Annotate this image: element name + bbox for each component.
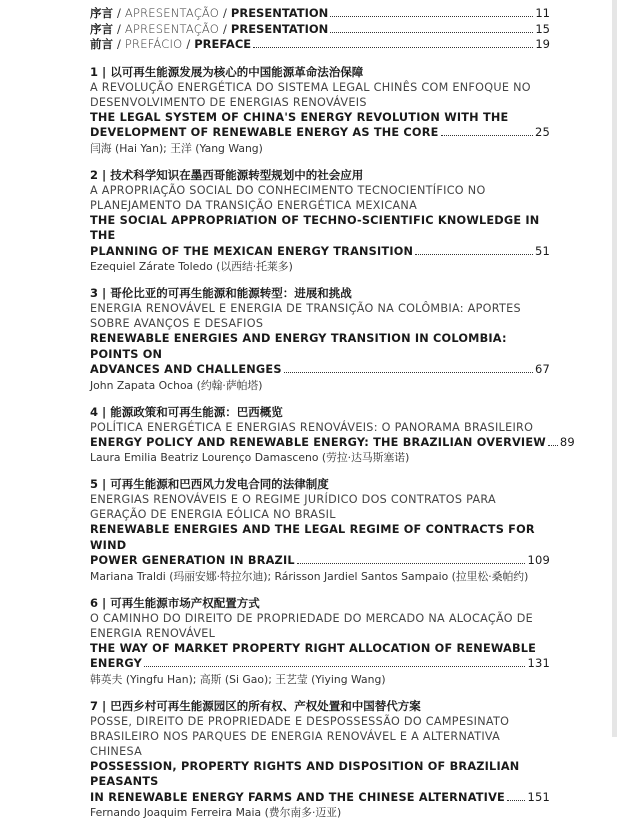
chapter-title-en-last-line	[90, 362, 550, 378]
front-matter-entry[interactable]	[90, 22, 550, 38]
chapter-title-pt: O CAMINHO DO DIREITO DE PROPRIEDADE DO MERCADO NA ALOCAÇÃO DE	[90, 611, 550, 626]
dot-leader	[144, 666, 525, 667]
dot-leader	[330, 32, 533, 33]
chapter-author: Ezequiel Zárate Toledo (以西结·托莱多)	[90, 259, 550, 274]
entry-title-zh: 前言	[90, 37, 113, 53]
chapter-title-en-text: POWER GENERATION IN BRAZIL	[90, 553, 295, 569]
chapter-author: Mariana Traldi (玛丽安娜·特拉尔迪); Rárisson Jardiel Santos Sampaio (拉里松·桑帕约)	[90, 569, 550, 584]
chapter-entry[interactable]	[90, 285, 550, 393]
chapter-title-pt: GERAÇÃO DE ENERGIA EÓLICA NO BRASIL	[90, 507, 550, 522]
chapter-number: 2 |	[90, 168, 106, 182]
chapter-title-zh	[90, 404, 550, 420]
chapter-title-en: POSSESSION, PROPERTY RIGHTS AND DISPOSITION OF BRAZILIAN PEASANTS	[90, 759, 550, 790]
chapter-author: 韩英夫 (Yingfu Han); 高斯 (Si Gao); 王艺莹 (Yiying Wang)	[90, 672, 550, 687]
chapter-entry[interactable]	[90, 698, 550, 820]
title-separator: /	[117, 22, 121, 38]
entry-title-en: PRESENTATION	[231, 22, 328, 38]
chapter-title-zh	[90, 476, 550, 492]
chapter-title-en-last-line	[90, 125, 550, 141]
entry-title-zh: 序言	[90, 6, 113, 22]
entry-title-pt: APRESENTAÇÃO	[125, 6, 219, 22]
front-matter	[90, 6, 550, 53]
chapter-title-zh	[90, 64, 550, 80]
dot-leader	[415, 254, 533, 255]
chapter-title-zh-text: 巴西乡村可再生能源园区的所有权、产权处置和中国替代方案	[110, 699, 421, 713]
chapter-title-zh-text: 可再生能源和巴西风力发电合同的法律制度	[110, 477, 329, 491]
title-separator: /	[223, 6, 227, 22]
chapter-entry[interactable]	[90, 64, 550, 156]
chapter-author: 闫海 (Hai Yan); 王洋 (Yang Wang)	[90, 141, 550, 156]
chapter-title-en-text: ADVANCES AND CHALLENGES	[90, 362, 282, 378]
chapter-title-en-text: ENERGY	[90, 656, 142, 672]
chapter-title-zh-text: 哥伦比亚的可再生能源和能源转型：进展和挑战	[110, 286, 352, 300]
chapter-title-zh-text: 能源政策和可再生能源：巴西概览	[110, 405, 283, 419]
chapter-number: 3 |	[90, 286, 106, 300]
dot-leader	[284, 372, 533, 373]
chapter-title-en-text: DEVELOPMENT OF RENEWABLE ENERGY AS THE CORE	[90, 125, 439, 141]
page-number: 19	[535, 37, 550, 53]
chapter-title-pt: DESENVOLVIMENTO DE ENERGIAS RENOVÁVEIS	[90, 95, 550, 110]
page-number: 109	[527, 553, 550, 569]
chapter-number: 7 |	[90, 699, 106, 713]
chapter-entry[interactable]	[90, 404, 550, 466]
page-number: 151	[527, 790, 550, 806]
entry-title-en: PREFACE	[194, 37, 251, 53]
title-separator: /	[223, 22, 227, 38]
chapter-author: John Zapata Ochoa (约翰·萨帕塔)	[90, 378, 550, 393]
table-of-contents	[90, 6, 550, 820]
title-separator: /	[117, 6, 121, 22]
page-number: 131	[527, 656, 550, 672]
dot-leader	[330, 16, 533, 17]
chapter-title-pt: POLÍTICA ENERGÉTICA E ENERGIAS RENOVÁVEIS: O PANORAMA BRASILEIRO	[90, 420, 550, 435]
dot-leader	[507, 800, 526, 801]
chapter-title-pt: ENERGIAS RENOVÁVEIS E O REGIME JURÍDICO DOS CONTRATOS PARA	[90, 492, 550, 507]
front-matter-entry[interactable]	[90, 37, 550, 53]
chapter-title-en: RENEWABLE ENERGIES AND ENERGY TRANSITION IN COLOMBIA: POINTS ON	[90, 331, 550, 362]
title-separator: /	[117, 37, 121, 53]
chapter-title-en-last-line	[90, 656, 550, 672]
page-number: 67	[535, 362, 550, 378]
page-edge	[612, 0, 617, 737]
chapter-title-en-text: ENERGY POLICY AND RENEWABLE ENERGY: THE BRAZILIAN OVERVIEW	[90, 435, 546, 451]
title-separator: /	[186, 37, 190, 53]
chapter-title-en-last-line	[90, 435, 550, 451]
chapter-title-pt: ENERGIA RENOVÁVEL E ENERGIA DE TRANSIÇÃO NA COLÔMBIA: APORTES	[90, 301, 550, 316]
dot-leader	[548, 445, 558, 446]
dot-leader	[441, 135, 533, 136]
chapter-author: Fernando Joaquim Ferreira Maia (费尔南多·迈亚)	[90, 805, 550, 820]
page-number: 15	[535, 22, 550, 38]
chapter-title-zh	[90, 698, 550, 714]
chapter-title-pt: ENERGIA RENOVÁVEL	[90, 626, 550, 641]
front-matter-entry[interactable]	[90, 6, 550, 22]
chapter-author: Laura Emilia Beatriz Lourenço Damasceno (劳拉·达马斯塞诺)	[90, 450, 550, 465]
chapter-title-en-last-line	[90, 553, 550, 569]
chapter-title-pt: PLANEJAMENTO DA TRANSIÇÃO ENERGÉTICA MEXICANA	[90, 198, 550, 213]
chapter-title-pt: SOBRE AVANÇOS E DESAFIOS	[90, 316, 550, 331]
page-number: 11	[535, 6, 550, 22]
chapter-title-zh-text: 以可再生能源发展为核心的中国能源革命法治保障	[110, 65, 363, 79]
chapter-title-pt: POSSE, DIREITO DE PROPRIEDADE E DESPOSSESSÃO DO CAMPESINATO	[90, 714, 550, 729]
dot-leader	[253, 47, 533, 48]
chapter-title-en: THE WAY OF MARKET PROPERTY RIGHT ALLOCATION OF RENEWABLE	[90, 641, 550, 657]
chapter-title-en-last-line	[90, 244, 550, 260]
chapter-title-en-text: IN RENEWABLE ENERGY FARMS AND THE CHINESE ALTERNATIVE	[90, 790, 505, 806]
chapter-title-zh	[90, 595, 550, 611]
chapter-number: 5 |	[90, 477, 106, 491]
chapter-entry[interactable]	[90, 167, 550, 275]
page-number: 51	[535, 244, 550, 260]
page-number: 89	[560, 435, 575, 451]
chapter-number: 1 |	[90, 65, 106, 79]
chapter-title-en-text: PLANNING OF THE MEXICAN ENERGY TRANSITION	[90, 244, 413, 260]
chapter-entry[interactable]	[90, 595, 550, 687]
chapter-title-en: THE SOCIAL APPROPRIATION OF TECHNO-SCIENTIFIC KNOWLEDGE IN THE	[90, 213, 550, 244]
dot-leader	[297, 563, 526, 564]
chapter-title-pt: A APROPRIAÇÃO SOCIAL DO CONHECIMENTO TECNOCIENTÍFICO NO	[90, 183, 550, 198]
entry-title-zh: 序言	[90, 22, 113, 38]
chapter-number: 4 |	[90, 405, 106, 419]
chapter-title-en-last-line	[90, 790, 550, 806]
entry-title-pt: APRESENTAÇÃO	[125, 22, 219, 38]
chapter-title-en: THE LEGAL SYSTEM OF CHINA'S ENERGY REVOLUTION WITH THE	[90, 110, 550, 126]
chapter-title-zh	[90, 167, 550, 183]
entry-title-en: PRESENTATION	[231, 6, 328, 22]
chapter-title-pt: A REVOLUÇÃO ENERGÉTICA DO SISTEMA LEGAL CHINÊS COM ENFOQUE NO	[90, 80, 550, 95]
chapter-title-pt: BRASILEIRO NOS PARQUES DE ENERGIA RENOVÁVEL E A ALTERNATIVA CHINESA	[90, 729, 550, 759]
chapter-title-en: RENEWABLE ENERGIES AND THE LEGAL REGIME OF CONTRACTS FOR WIND	[90, 522, 550, 553]
chapter-entry[interactable]	[90, 476, 550, 584]
chapter-title-zh	[90, 285, 550, 301]
chapter-number: 6 |	[90, 596, 106, 610]
chapter-title-zh-text: 技术科学知识在墨西哥能源转型规划中的社会应用	[110, 168, 363, 182]
chapter-title-zh-text: 可再生能源市场产权配置方式	[110, 596, 260, 610]
entry-title-pt: PREFÁCIO	[125, 37, 183, 53]
page-number: 25	[535, 125, 550, 141]
